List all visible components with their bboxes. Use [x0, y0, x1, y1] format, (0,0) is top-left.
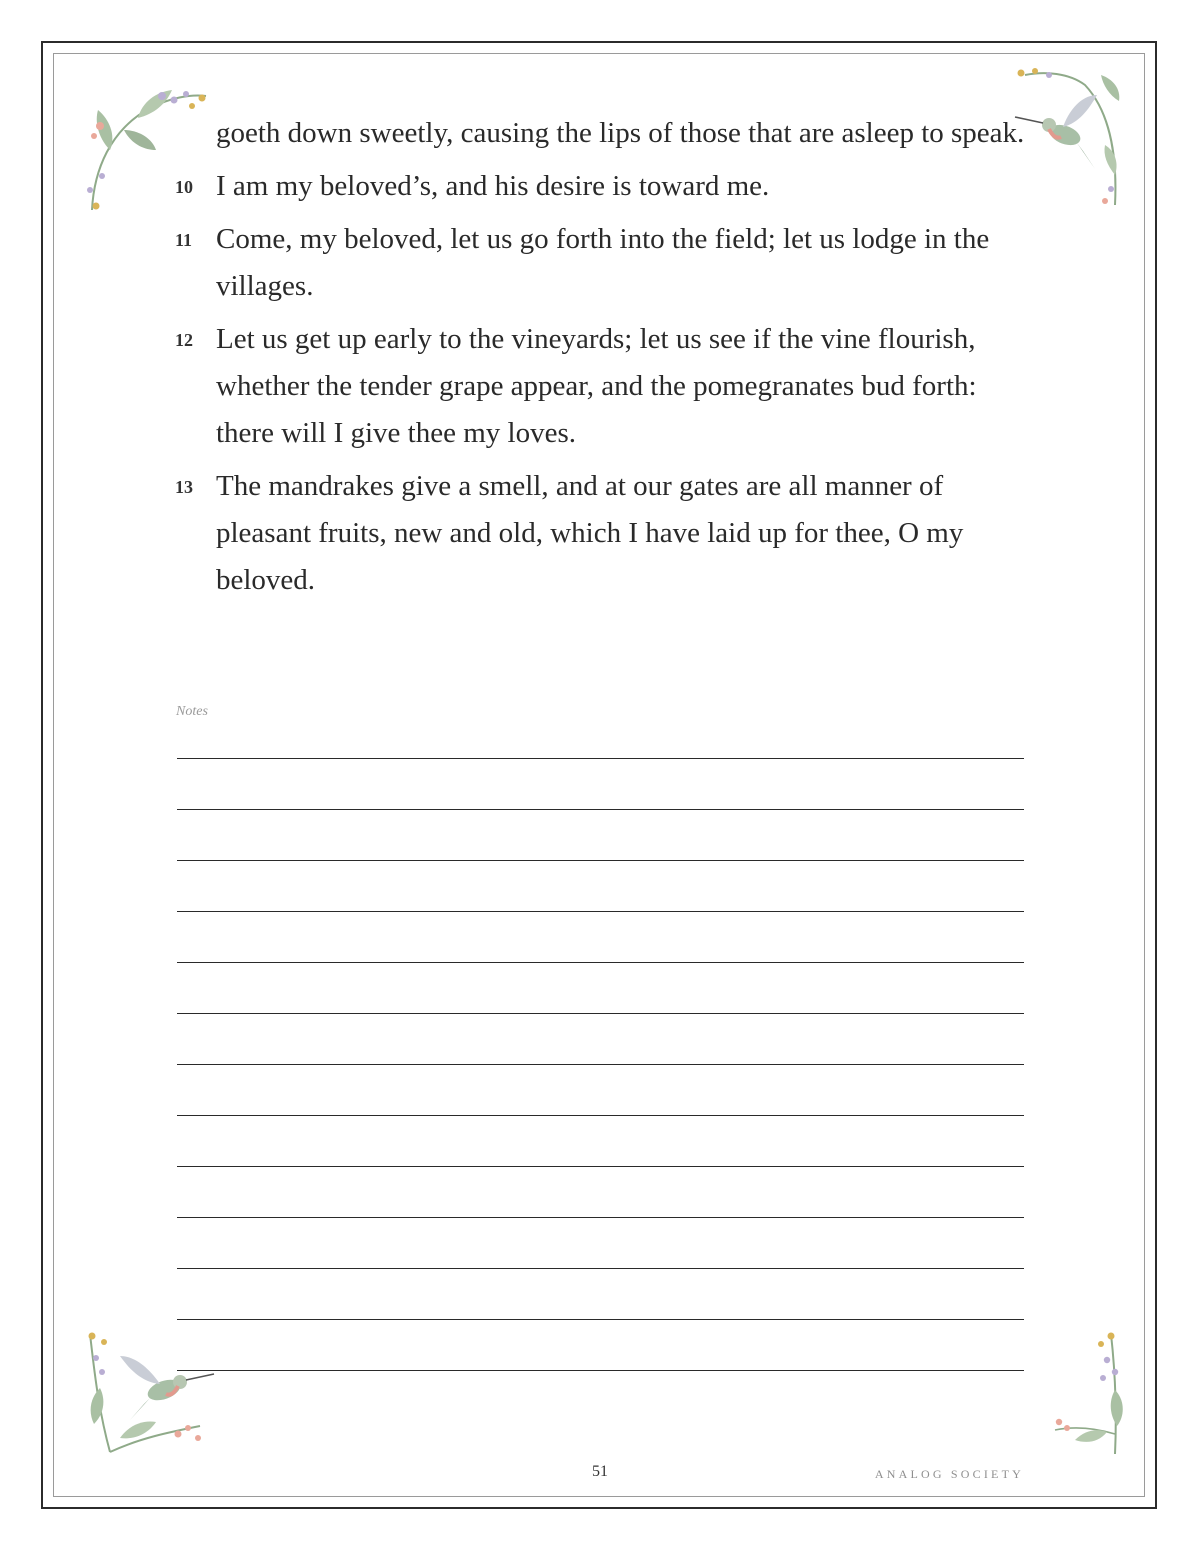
note-line[interactable]	[177, 1115, 1024, 1166]
scripture-passage	[175, 110, 1035, 610]
notes-label: Notes	[176, 704, 208, 719]
verse-number: 12	[175, 330, 193, 350]
notes-writing-area[interactable]	[177, 758, 1024, 1421]
note-line[interactable]	[177, 1217, 1024, 1268]
verse-text: The mandrakes give a smell, and at our gates are all manner of pleasant fruits, new and old, which I have laid up for thee, O my beloved.	[216, 470, 964, 596]
note-line[interactable]	[177, 1319, 1024, 1370]
page-number: 51	[592, 1463, 608, 1480]
note-line[interactable]	[177, 1013, 1024, 1064]
verse-number: 10	[175, 177, 193, 197]
note-line[interactable]	[177, 1370, 1024, 1421]
verse-number: 13	[175, 477, 193, 497]
verse-text: Let us get up early to the vineyards; let us see if the vine flourish, whether the tender grape appear, and the pomegranates bud forth: there will I give thee my loves.	[216, 323, 977, 449]
brand-name: ANALOG SOCIETY	[874, 1467, 1024, 1481]
note-line[interactable]	[177, 1268, 1024, 1319]
verse-11	[175, 216, 1035, 310]
note-line[interactable]	[177, 911, 1024, 962]
verse-12	[175, 316, 1035, 457]
verse-13	[175, 463, 1035, 604]
verse-continuation	[175, 110, 1035, 157]
floral-corner-bottom-right-icon	[1045, 1330, 1125, 1460]
note-line[interactable]	[177, 809, 1024, 860]
verse-10	[175, 163, 1035, 210]
verse-number: 11	[175, 230, 193, 250]
verse-text: I am my beloved’s, and his desire is toward me.	[216, 170, 770, 202]
note-line[interactable]	[177, 962, 1024, 1013]
note-line[interactable]	[177, 860, 1024, 911]
note-line[interactable]	[177, 1064, 1024, 1115]
note-line[interactable]	[177, 1166, 1024, 1217]
note-line[interactable]	[177, 758, 1024, 809]
verse-text: goeth down sweetly, causing the lips of those that are asleep to speak.	[216, 117, 1025, 149]
verse-text: Come, my beloved, let us go forth into the field; let us lodge in the villages.	[216, 223, 990, 302]
